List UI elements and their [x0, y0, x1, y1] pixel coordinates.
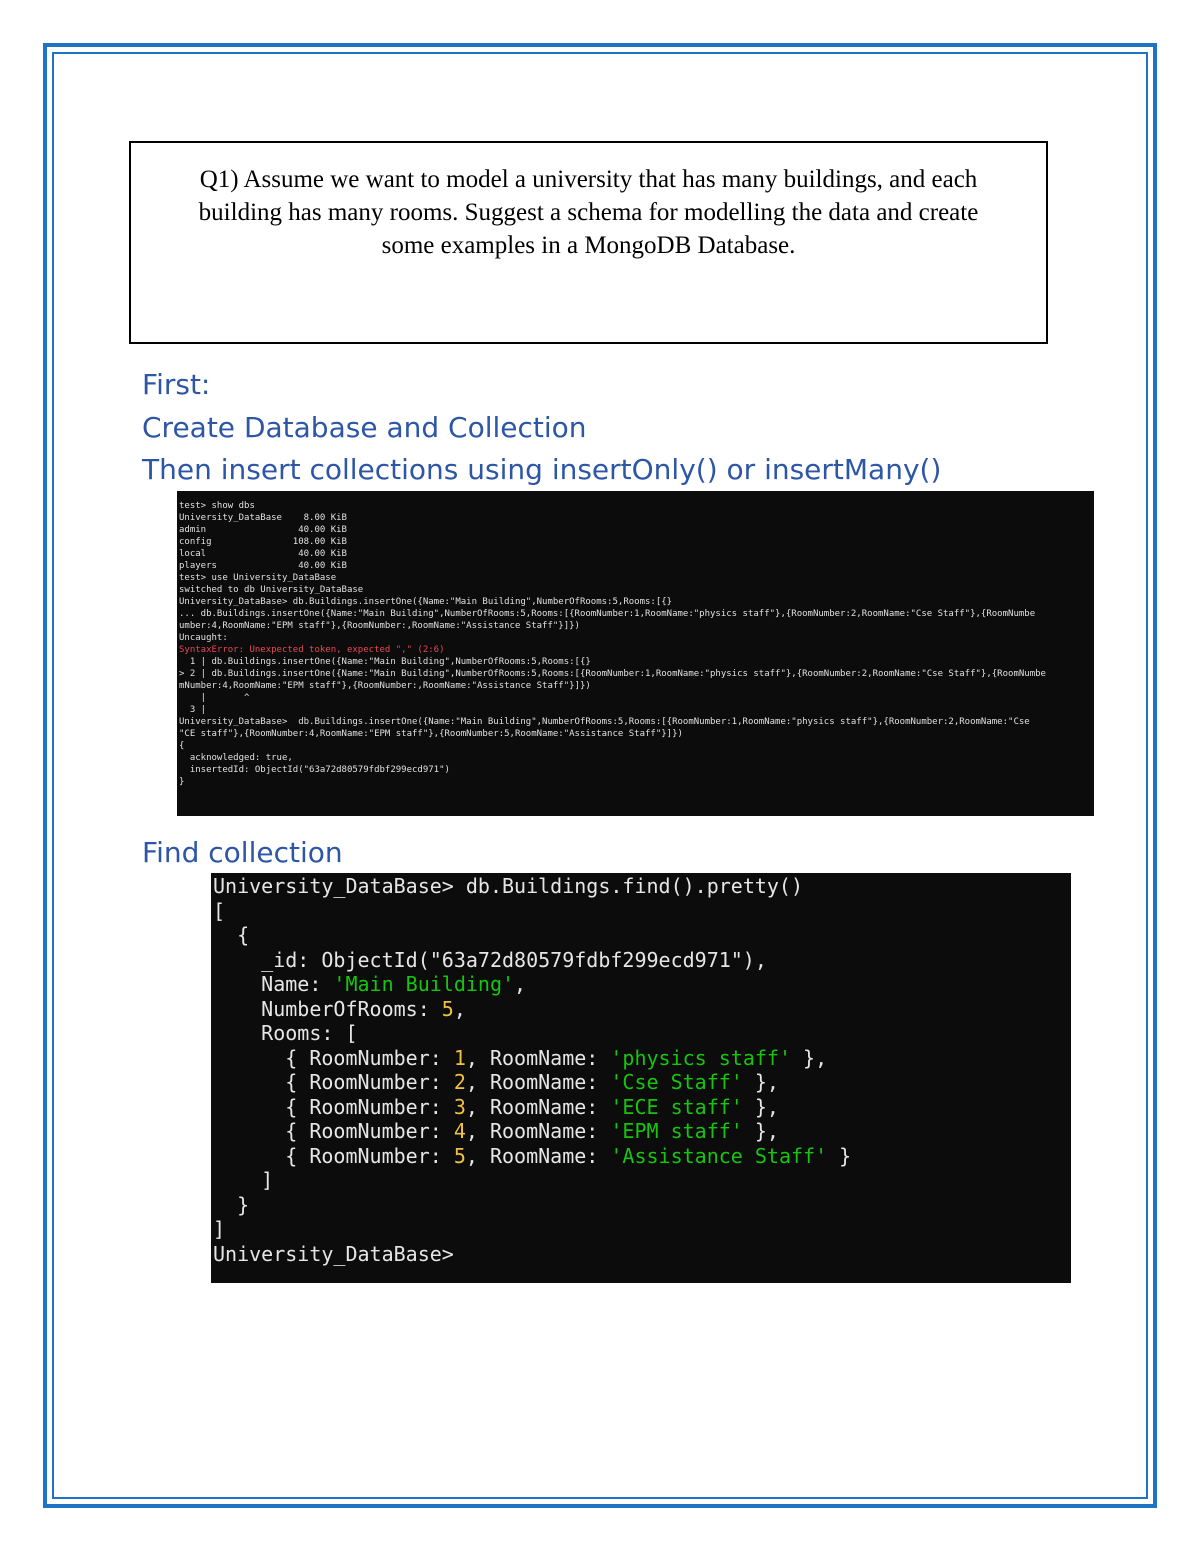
room-end: },	[742, 1119, 779, 1143]
room-name: 'Assistance Staff'	[610, 1143, 828, 1168]
terminal-line: > 2 | db.Buildings.insertOne({Name:"Main Building",NumberOfRooms:5,Rooms:[{RoomNumber:1,RoomName:"physics staff"},{RoomNumber:2,RoomName:"Cse Staff"},{RoomNumbe	[179, 669, 1046, 679]
room-entry	[213, 1144, 1071, 1169]
room-name: 'Cse Staff'	[610, 1070, 743, 1094]
terminal-line: test> use University_DataBase	[179, 573, 337, 583]
question-line: some examples in a MongoDB Database.	[381, 232, 796, 259]
terminal-prompt: University_DataBase>	[213, 874, 454, 898]
terminal-line: 1 | db.Buildings.insertOne({Name:"Main Building",NumberOfRooms:5,Rooms:[{}	[179, 657, 591, 667]
room-mid: , RoomName:	[465, 1045, 611, 1070]
terminal-line: players 40.00 KiB	[179, 561, 347, 571]
terminal-line: | ^	[179, 693, 250, 703]
close-brace: }	[213, 1192, 250, 1217]
terminal-screenshot-insert	[177, 491, 1094, 816]
room-number: 4	[453, 1119, 466, 1143]
open-brace: {	[213, 923, 250, 947]
rooms-close: ]	[213, 1168, 274, 1192]
room-prefix: { RoomNumber:	[213, 1119, 454, 1143]
name-key: Name:	[213, 972, 334, 996]
question-line: building has many rooms. Suggest a schema for modelling the data and create	[198, 199, 979, 226]
heading-insert-collections: Then insert collections using insertOnly() or insertMany()	[142, 453, 942, 486]
terminal-line: "CE staff"},{RoomNumber:4,RoomName:"EPM staff"},{RoomNumber:5,RoomName:"Assistance Staff"}]})	[179, 729, 683, 739]
terminal-line: switched to db University_DataBase	[179, 585, 364, 595]
terminal-error-line: SyntaxError: Unexpected token, expected "," (2:6)	[179, 645, 445, 655]
id-key: _id:	[213, 947, 322, 972]
rooms-count-value: 5	[441, 996, 454, 1021]
terminal-line: test> show dbs	[179, 501, 255, 511]
final-prompt: University_DataBase>	[213, 1241, 454, 1266]
room-name: 'physics staff'	[610, 1045, 791, 1070]
room-entry	[213, 1119, 1071, 1144]
terminal-line: University_DataBase> db.Buildings.insertOne({Name:"Main Building",NumberOfRooms:5,Rooms:[{}	[179, 597, 673, 607]
room-prefix: { RoomNumber:	[213, 1070, 454, 1094]
terminal-line: }	[179, 777, 185, 787]
terminal-line: acknowledged: true,	[179, 753, 293, 763]
room-mid: , RoomName:	[465, 1070, 611, 1094]
room-number: 3	[453, 1094, 466, 1119]
heading-first: First:	[142, 368, 211, 401]
open-bracket: [	[213, 898, 226, 923]
question-line: Q1) Assume we want to model a university that has many buildings, and each	[199, 166, 978, 193]
punctuation: ,	[514, 972, 527, 996]
terminal-line: ... db.Buildings.insertOne({Name:"Main Building",NumberOfRooms:5,Rooms:[{RoomNumber:1,RoomName:"physics staff"},{RoomNumber:2,RoomName:"Cse Staff"},{RoomNumbe	[179, 609, 1036, 619]
rooms-count-key: NumberOfRooms:	[213, 996, 442, 1021]
room-prefix: { RoomNumber:	[213, 1143, 454, 1168]
terminal-line: admin 40.00 KiB	[179, 525, 347, 535]
terminal-line: University_DataBase> db.Buildings.insertOne({Name:"Main Building",NumberOfRooms:5,Rooms:[{RoomNumber:1,RoomName:"physics staff"},{RoomNumber:2,RoomName:"Cse	[179, 717, 1030, 727]
room-entry	[213, 1095, 1071, 1120]
room-end: }	[827, 1143, 852, 1168]
rooms-key: Rooms: [	[213, 1021, 358, 1045]
terminal-line: config 108.00 KiB	[179, 537, 347, 547]
id-value: ObjectId("63a72d80579fdbf299ecd971")	[321, 947, 755, 972]
heading-create-database: Create Database and Collection	[142, 411, 587, 444]
room-entry	[213, 1046, 1071, 1071]
room-entry	[213, 1070, 1071, 1095]
room-name: 'ECE staff'	[610, 1094, 743, 1119]
room-end: },	[742, 1070, 779, 1094]
room-mid: , RoomName:	[465, 1119, 611, 1143]
room-mid: , RoomName:	[465, 1143, 611, 1168]
terminal-line: umber:4,RoomName:"EPM staff"},{RoomNumber:,RoomName:"Assistance Staff"}]})	[179, 621, 580, 631]
question-box	[129, 141, 1048, 344]
punctuation: ,	[453, 996, 466, 1021]
terminal-screenshot-find	[211, 873, 1071, 1283]
room-prefix: { RoomNumber:	[213, 1045, 454, 1070]
terminal-line: mNumber:4,RoomName:"EPM staff"},{RoomNumber:,RoomName:"Assistance Staff"}]})	[179, 681, 591, 691]
terminal-line: 3 |	[179, 705, 207, 715]
terminal-line: Uncaught:	[179, 633, 228, 643]
room-prefix: { RoomNumber:	[213, 1094, 454, 1119]
terminal-line: University_DataBase 8.00 KiB	[179, 513, 347, 523]
close-bracket: ]	[213, 1217, 226, 1241]
name-value: 'Main Building'	[333, 972, 515, 996]
terminal-line: insertedId: ObjectId("63a72d80579fdbf299ecd971")	[179, 765, 450, 775]
room-number: 1	[453, 1045, 466, 1070]
room-end: },	[791, 1045, 828, 1070]
terminal-command: db.Buildings.find().pretty()	[453, 874, 804, 898]
terminal-line: {	[179, 741, 185, 751]
room-end: },	[742, 1094, 779, 1119]
room-number: 2	[453, 1070, 466, 1094]
room-mid: , RoomName:	[465, 1094, 611, 1119]
room-number: 5	[453, 1143, 466, 1168]
terminal-line: local 40.00 KiB	[179, 549, 347, 559]
room-name: 'EPM staff'	[610, 1119, 743, 1143]
punctuation: ,	[754, 947, 767, 972]
heading-find-collection: Find collection	[142, 836, 343, 869]
